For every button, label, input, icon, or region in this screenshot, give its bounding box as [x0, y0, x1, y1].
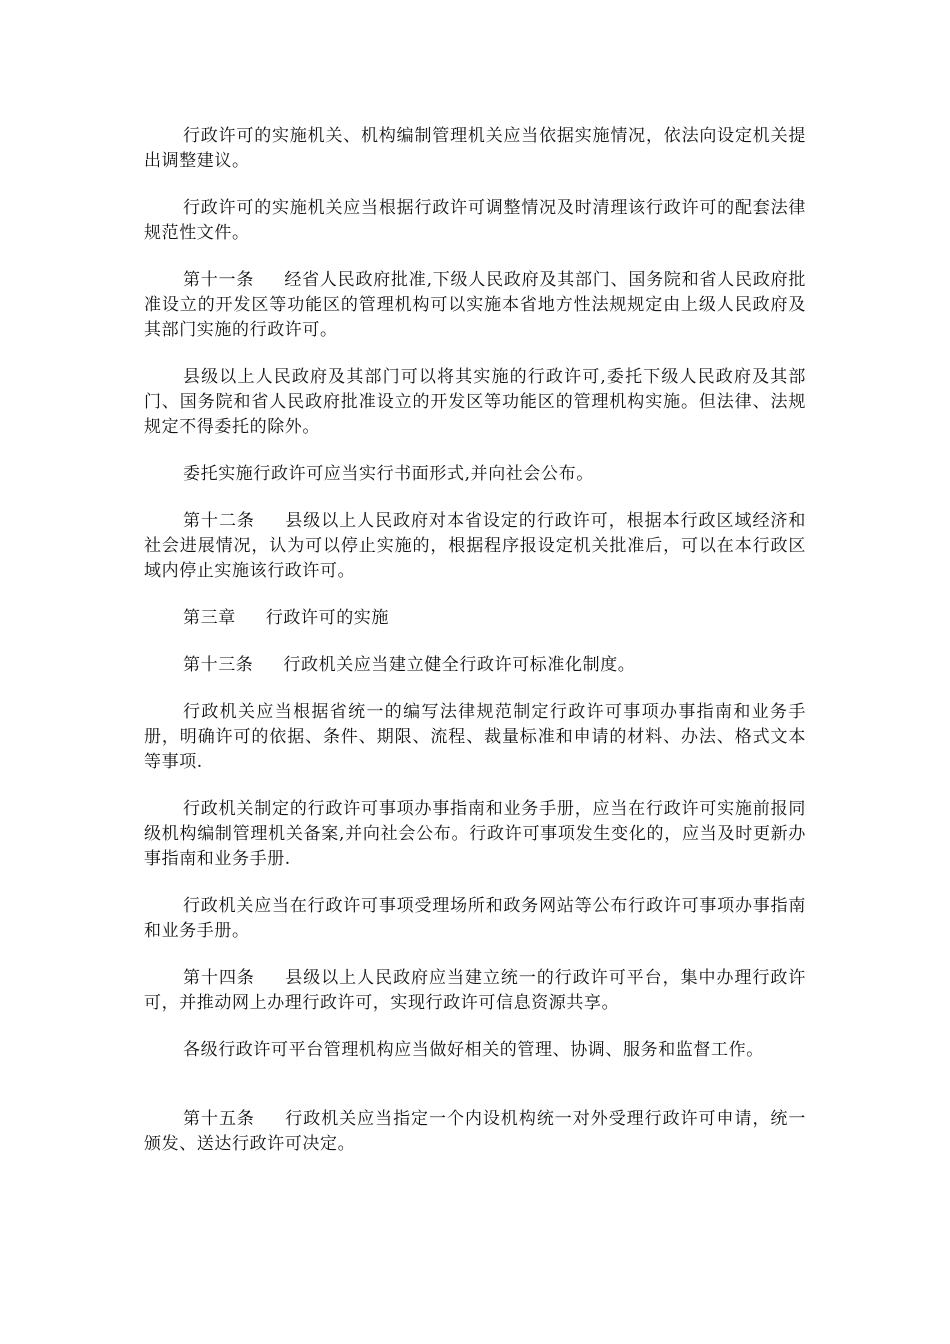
paragraph	[144, 894, 806, 944]
paragraph	[144, 196, 806, 246]
paragraph-text: 县级以上人民政府及其部门可以将其实施的行政许可,委托下级人民政府及其部门、国务院和省人民政府批准设立的开发区等功能区的管理机构实施。但法律、法规规定不得委托的除外。	[144, 367, 806, 437]
paragraph-text: 委托实施行政许可应当实行书面形式,并向社会公布。	[183, 464, 594, 484]
paragraph	[144, 700, 806, 775]
paragraph	[144, 365, 806, 440]
article-paragraph	[144, 653, 806, 678]
article-heading: 第十五条	[183, 1109, 255, 1129]
paragraph-text: 行政许可的实施机关、机构编制管理机关应当依据实施情况，依法向设定机关提出调整建议。	[144, 126, 806, 171]
chapter-title: 行政许可的实施	[265, 608, 390, 628]
paragraph	[144, 1038, 806, 1063]
article-heading: 第十三条	[183, 655, 254, 675]
paragraph-text: 县级以上人民政府应当建立统一的行政许可平台，集中办理行政许可，并推动网上办理行政许可，实现行政许可信息资源共享。	[144, 968, 806, 1013]
paragraph	[144, 124, 806, 174]
paragraph-text: 行政机关制定的行政许可事项办事指南和业务手册，应当在行政许可实施前报同级机构编制管理机关备案,并向社会公布。行政许可事项发生变化的，应当及时更新办事指南和业务手册.	[144, 799, 806, 869]
article-paragraph	[144, 268, 806, 343]
paragraph-text: 各级行政许可平台管理机构应当做好相关的管理、协调、服务和监督工作。	[183, 1040, 764, 1060]
paragraph-text: 县级以上人民政府对本省设定的行政许可，根据本行政区域经济和社会进展情况，认为可以停止实施的，根据程序报设定机关批准后，可以在本行政区域内停止实施该行政许可。	[144, 511, 806, 581]
document-body	[144, 124, 806, 1179]
paragraph	[144, 462, 806, 487]
paragraph-text: 经省人民政府批准,下级人民政府及其部门、国务院和省人民政府批准设立的开发区等功能区的管理机构可以实施本省地方性法规规定由上级人民政府及其部门实施的行政许可。	[144, 270, 807, 340]
paragraph-text: 行政许可的实施机关应当根据行政许可调整情况及时清理该行政许可的配套法律规范性文件。	[144, 198, 806, 243]
chapter-heading	[144, 606, 806, 631]
article-paragraph	[144, 966, 806, 1016]
paragraph	[144, 797, 806, 872]
article-paragraph	[144, 1107, 806, 1157]
paragraph-text: 行政机关应当在行政许可事项受理场所和政务网站等公布行政许可事项办事指南和业务手册。	[144, 896, 806, 941]
article-heading: 第十一条	[183, 270, 255, 290]
chapter-number: 第三章	[183, 608, 236, 628]
article-heading: 第十二条	[183, 511, 255, 531]
article-paragraph	[144, 509, 806, 584]
paragraph-text: 行政机关应当根据省统一的编写法律规范制定行政许可事项办事指南和业务手册，明确许可的依据、条件、期限、流程、裁量标准和申请的材料、办法、格式文本等事项.	[144, 702, 806, 772]
article-heading: 第十四条	[183, 968, 255, 988]
paragraph-text: 行政机关应当建立健全行政许可标准化制度。	[283, 655, 636, 675]
paragraph-text: 行政机关应当指定一个内设机构统一对外受理行政许可申请，统一颁发、送达行政许可决定。	[144, 1109, 806, 1154]
